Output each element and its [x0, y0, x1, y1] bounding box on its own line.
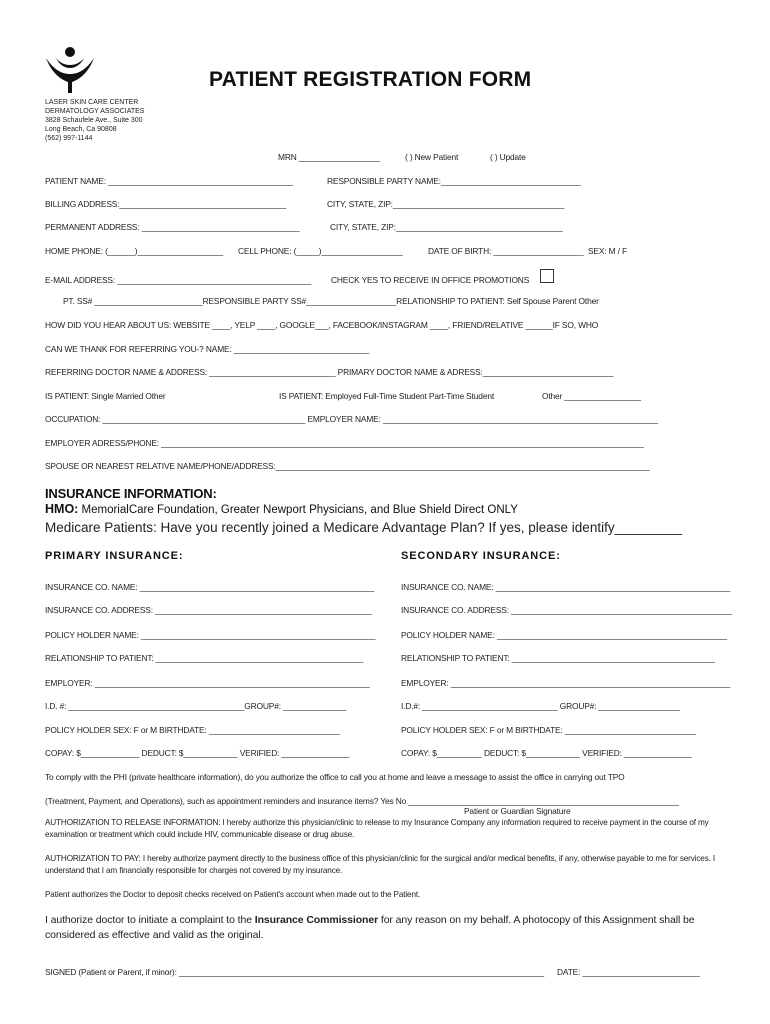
ss-relationship-row[interactable]: PT. SS# ________________________RESPONSIBLE PARTY SS#____________________RELATIONSHIP TO PATIENT: Self Spouse Parent Other — [63, 296, 599, 306]
signature-field[interactable]: SIGNED (Patient or Parent, if minor): _________________________________________________________________________________ — [45, 967, 545, 977]
cell-phone-field[interactable]: CELL PHONE: (_____)__________________ — [238, 246, 403, 256]
phi-consent-line[interactable]: (Treatment, Payment, and Operations), such as appointment reminders and insurance items? Yes No ____________________________________________________________ — [45, 796, 679, 806]
hmo-label: HMO: — [45, 502, 79, 516]
practice-line: DERMATOLOGY ASSOCIATES — [45, 108, 145, 115]
hmo-text: MemorialCare Foundation, Greater Newport Physicians, and Blue Shield Direct ONLY — [81, 504, 518, 516]
phi-text-line-1: To comply with the PHI (private healthcare information), do you authorize the office to call you at home and leave a message to assist the office in carrying out TPO — [45, 772, 625, 782]
date-field[interactable]: DATE: __________________________ — [557, 967, 700, 977]
update-option[interactable]: ( ) Update — [490, 152, 526, 162]
secondary-id-group[interactable]: I.D.#: ______________________________ GROUP#: __________________ — [401, 701, 680, 711]
billing-city-field[interactable]: CITY, STATE, ZIP:______________________________________ — [327, 199, 565, 209]
secondary-sex-birthdate[interactable]: POLICY HOLDER SEX: F or M BIRTHDATE: _____________________________ — [401, 725, 696, 735]
primary-policy-holder[interactable]: POLICY HOLDER NAME: ____________________________________________________ — [45, 630, 376, 640]
primary-relationship[interactable]: RELATIONSHIP TO PATIENT: ______________________________________________ — [45, 653, 364, 663]
email-field[interactable]: E-MAIL ADDRESS: ___________________________________________ — [45, 275, 312, 285]
primary-insurance-address[interactable]: INSURANCE CO. ADDRESS: ________________________________________________ — [45, 605, 372, 615]
primary-insurance-title: PRIMARY INSURANCE: — [45, 550, 184, 562]
deposit-paragraph: Patient authorizes the Doctor to deposit checks received on Patient's account when made out to the Patient. — [45, 890, 421, 899]
employer-address-field[interactable]: EMPLOYER ADRESS/PHONE: ___________________________________________________________________________________________________________ — [45, 438, 644, 448]
doctor-info-row[interactable]: REFERRING DOCTOR NAME & ADDRESS: ____________________________ PRIMARY DOCTOR NAME & ADRESS:_____________________________ — [45, 367, 614, 377]
complaint-paragraph — [45, 913, 725, 943]
release-info-paragraph: AUTHORIZATION TO RELEASE INFORMATION: I hereby authorize this physician/clinic to release to my Insurance Company any information required to receive payment in the course of my examination or treatment which could include HIV, communicable disease or drug abuse. — [45, 818, 709, 839]
sex-field[interactable]: SEX: M / F — [588, 246, 627, 256]
primary-insurance-name[interactable]: INSURANCE CO. NAME: ____________________________________________________ — [45, 582, 375, 592]
date-of-birth-field[interactable]: DATE OF BIRTH: ____________________ — [428, 246, 584, 256]
spouse-relative-field[interactable]: SPOUSE OR NEAREST RELATIVE NAME/PHONE/ADDRESS:___________________________________________________________________________________ — [45, 461, 650, 471]
new-patient-option[interactable]: ( ) New Patient — [405, 152, 459, 162]
permanent-address-field[interactable]: PERMANENT ADDRESS: ___________________________________ — [45, 222, 300, 232]
primary-copay-row[interactable]: COPAY: $_____________ DEDUCT: $____________ VERIFIED: _______________ — [45, 748, 350, 758]
secondary-policy-holder[interactable]: POLICY HOLDER NAME: ___________________________________________________ — [401, 630, 727, 640]
marital-status-row[interactable]: IS PATIENT: Single Married Other — [45, 391, 166, 401]
other-status-field[interactable]: Other _________________ — [542, 391, 642, 401]
insurance-heading: INSURANCE INFORMATION: — [45, 486, 217, 501]
mrn-field[interactable]: MRN __________________ — [278, 152, 380, 162]
practice-logo-icon — [44, 44, 96, 94]
patient-name-field[interactable]: PATIENT NAME: _________________________________________ — [45, 176, 293, 186]
employment-status-row[interactable]: IS PATIENT: Employed Full-Time Student Part-Time Student — [279, 391, 495, 401]
practice-line: Long Beach, Ca 90808 — [45, 126, 117, 133]
home-phone-field[interactable]: HOME PHONE: (______)___________________ — [45, 246, 224, 256]
promotions-checkbox[interactable] — [540, 269, 554, 283]
guardian-signature-label: Patient or Guardian Signature — [464, 806, 571, 816]
secondary-copay-row[interactable]: COPAY: $__________ DEDUCT: $____________ VERIFIED: _______________ — [401, 748, 692, 758]
practice-line: 3828 Schaufele Ave., Suite 300 — [45, 117, 143, 124]
permanent-city-field[interactable]: CITY, STATE, ZIP:_____________________________________ — [330, 222, 563, 232]
pay-authorization-paragraph: AUTHORIZATION TO PAY: I hereby authorize payment directly to the business office of this physician/clinic for the surgical and/or medical benefits, if any, otherwise payable to me for services. I understand that I am financially responsible for charges not covered by my insurance. — [45, 854, 716, 875]
practice-address — [45, 98, 144, 143]
secondary-insurance-address[interactable]: INSURANCE CO. ADDRESS: _________________________________________________ — [401, 605, 732, 615]
practice-line: LASER SKIN CARE CENTER — [45, 99, 139, 106]
hmo-line — [45, 502, 518, 516]
page-title: PATIENT REGISTRATION FORM — [209, 68, 532, 91]
insurance-commissioner: Insurance Commissioner — [254, 914, 379, 926]
referral-source-row[interactable]: HOW DID YOU HEAR ABOUT US: WEBSITE ____, YELP ____, GOOGLE___, FACEBOOK/INSTAGRAM ____, FRIEND/RELATIVE ______IF SO, WHO — [45, 320, 599, 330]
primary-employer[interactable]: EMPLOYER: _____________________________________________________________ — [45, 678, 370, 688]
medicare-question[interactable]: Medicare Patients: Have you recently joined a Medicare Advantage Plan? If yes, please identify_________ — [45, 520, 683, 535]
secondary-insurance-name[interactable]: INSURANCE CO. NAME: ____________________________________________________ — [401, 582, 731, 592]
practice-line: (562) 997-1144 — [45, 135, 93, 142]
complaint-text-end: for any reason on my behalf. A photocopy of this Assignment shall be considered as effective and valid as the original. — [45, 914, 695, 941]
promotions-label: CHECK YES TO RECEIVE IN OFFICE PROMOTIONS — [331, 275, 530, 285]
secondary-insurance-title: SECONDARY INSURANCE: — [401, 550, 561, 562]
complaint-text-start: I authorize doctor to initiate a complaint to the — [45, 914, 255, 926]
responsible-party-field[interactable]: RESPONSIBLE PARTY NAME:_______________________________ — [327, 176, 581, 186]
secondary-relationship[interactable]: RELATIONSHIP TO PATIENT: _____________________________________________ — [401, 653, 715, 663]
primary-id-group[interactable]: I.D. #: _______________________________________GROUP#: ______________ — [45, 701, 347, 711]
occupation-row[interactable]: OCCUPATION: _____________________________________________ EMPLOYER NAME: _____________________________________________________________ — [45, 414, 658, 424]
thank-referrer-field[interactable]: CAN WE THANK FOR REFERRING YOU-? NAME: ______________________________ — [45, 344, 370, 354]
secondary-employer[interactable]: EMPLOYER: ______________________________________________________________ — [401, 678, 731, 688]
billing-address-field[interactable]: BILLING ADDRESS:_____________________________________ — [45, 199, 287, 209]
primary-sex-birthdate[interactable]: POLICY HOLDER SEX: F or M BIRTHDATE: _____________________________ — [45, 725, 340, 735]
